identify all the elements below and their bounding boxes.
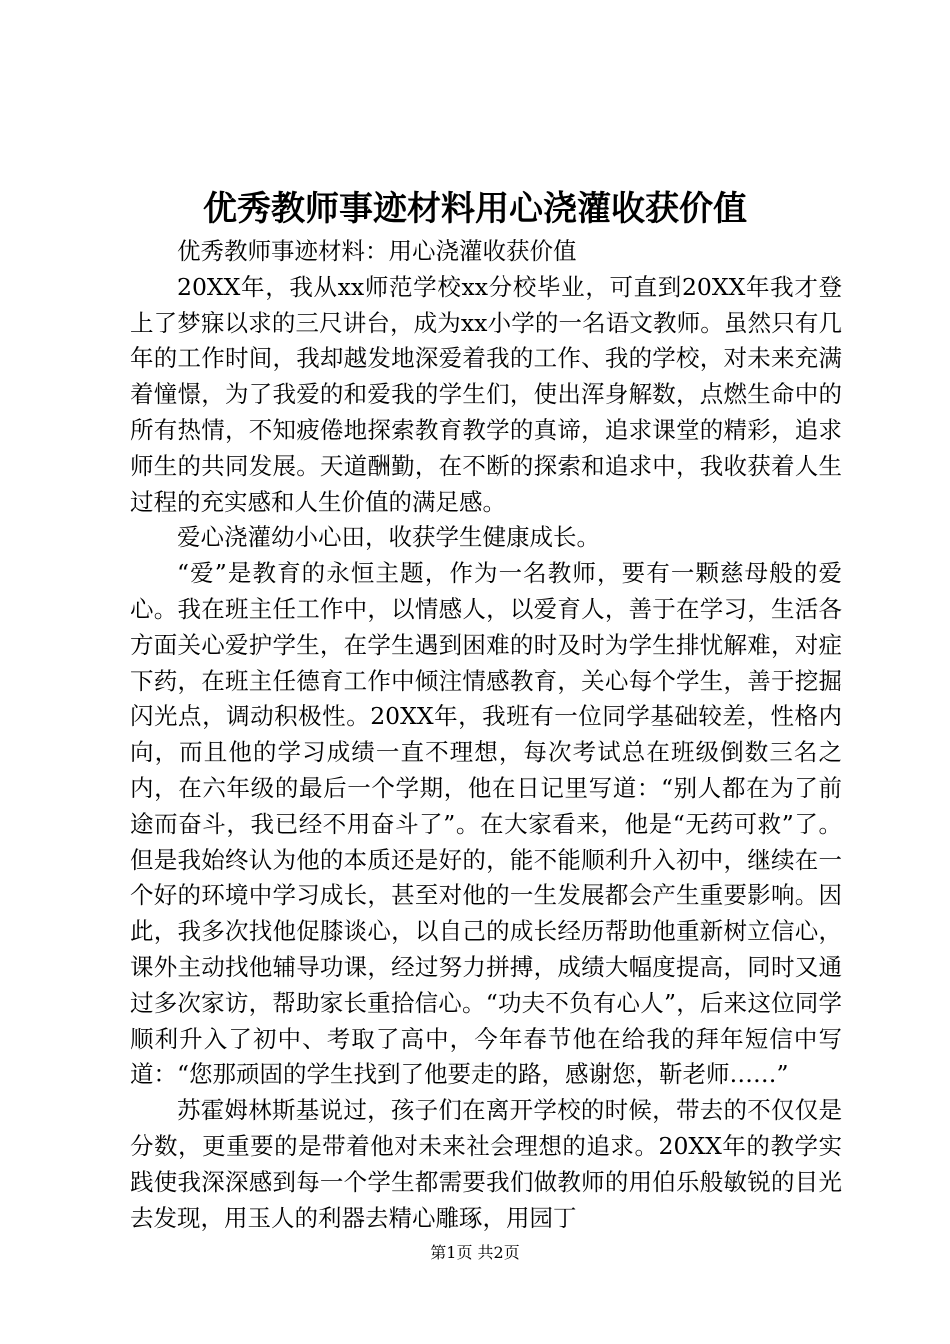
body-paragraph: “爱”是教育的永恒主题，作为一名教师，要有一颗慈母般的爱心。我在班主任工作中，以情感人，以爱育人，善于在学习，生活各方面关心爱护学生，在学生遇到困难的时及时为学生排忧解难，对症下药，在班主任德育工作中倾注情感教育，关心每个学生，善于挖掘闪光点，调动积极性。20XX年，我班有一位同学基础较差，性格内向，而且他的学习成绩一直不理想，每次考试总在班级倒数三名之内，在六年级的最后一个学期，他在日记里写道：“别人都在为了前途而奋斗，我已经不用奋斗了”。在大家看来，他是“无药可救”了。但是我始终认为他的本质还是好的，能不能顺利升入初中，继续在一个好的环境中学习成长，甚至对他的一生发展都会产生重要影响。因此，我多次找他促膝谈心，以自己的成长经历帮助他重新树立信心，课外主动找他辅导功课，经过努力拼搏，成绩大幅度提高，同时又通过多次家访，帮助家长重拾信心。“功夫不负有心人”，后来这位同学顺利升入了初中、考取了高中，今年春节他在给我的拜年短信中写道：“您那顽固的学生找到了他要走的路，感谢您，靳老师……”	[130, 559, 842, 1089]
document-title: 优秀教师事迹材料用心浇灌收获价值	[203, 189, 747, 229]
body-paragraph: 苏霍姆林斯基说过，孩子们在离开学校的时候，带去的不仅仅是分数，更重要的是带着他对未来社会理想的追求。20XX年的教学实践使我深深感到每一个学生都需要我们做教师的用伯乐般敏锐的目光去发现，用玉人的利器去精心雕琢，用园丁	[130, 1096, 842, 1232]
subtitle-paragraph: 优秀教师事迹材料：用心浇灌收获价值	[177, 237, 577, 265]
page-footer: 第1页 共2页	[430, 1243, 520, 1262]
section-heading-paragraph: 爱心浇灌幼小心田，收获学生健康成长。	[177, 523, 600, 552]
document-body	[130, 234, 842, 1236]
body-paragraph: 20XX年，我从xx师范学校xx分校毕业，可直到20XX年我才登上了梦寐以求的三尺讲台，成为xx小学的一名语文教师。虽然只有几年的工作时间，我却越发地深爱着我的工作、我的学校，对未来充满着憧憬，为了我爱的和爱我的学生们，使出浑身解数，点燃生命中的所有热情，不知疲倦地探索教育教学的真谛，追求课堂的精彩，追求师生的共同发展。天道酬勤，在不断的探索和追求中，我收获着人生过程的充实感和人生价值的满足感。	[130, 272, 842, 516]
